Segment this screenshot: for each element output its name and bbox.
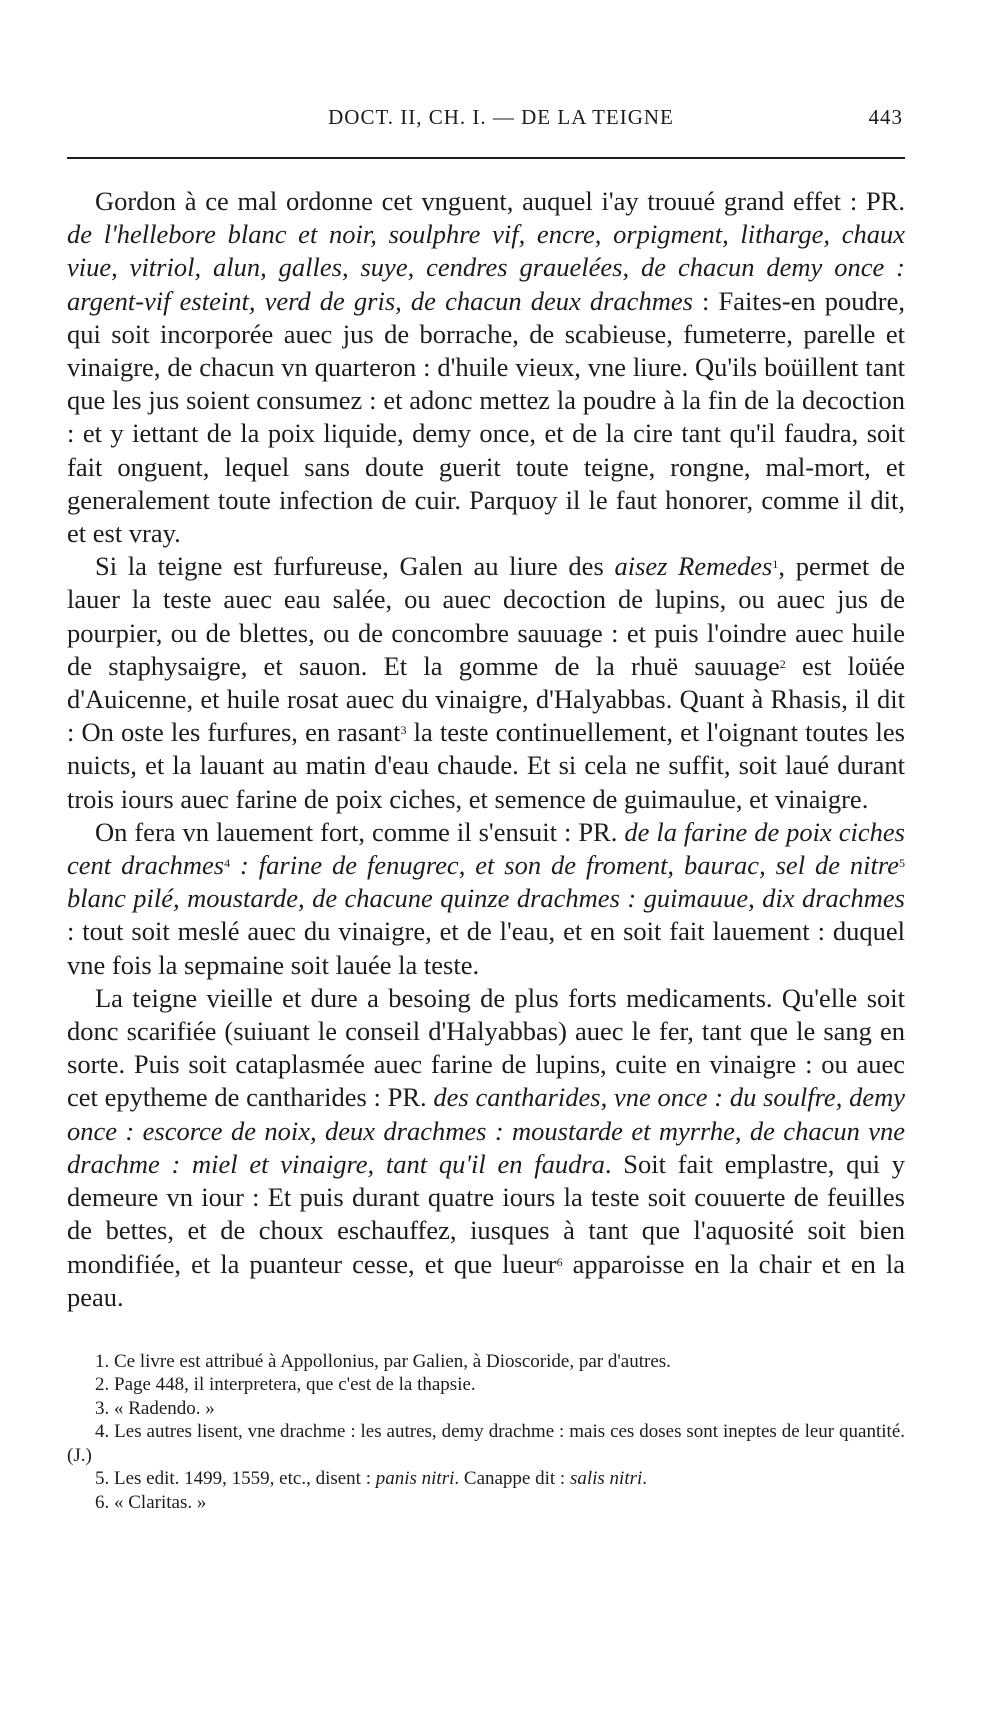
paragraph [67, 816, 905, 982]
text-run: . [642, 1468, 648, 1490]
footnote-marker: 1 [772, 557, 779, 572]
footnote-marker: 6 [556, 1254, 563, 1269]
italic-text: salis nitri [569, 1468, 643, 1490]
page-number: 443 [868, 105, 903, 129]
paragraph [67, 550, 905, 816]
text-run: 6. « Claritas. » [95, 1491, 207, 1513]
italic-text: : farine de fenugrec, et son de froment, baurac, sel de nitre [230, 850, 899, 881]
footnote-marker: 5 [899, 856, 905, 871]
text-run: : Faites-en poudre, qui soit incorporée auec jus de borrache, de scabieuse, fumeterre, parelle et vinaigre, de chacun vn quarteron : d'huile vieux, vne liure. Qu'ils boüillent tant que les jus soient consumez : et adonc mettez la poudre à la fin de la decoction : et y iettant de la poix liquide, demy once, et de la cire tant qu'il faudra, soit fait onguent, lequel sans doute guerit toute teigne, rongne, mal-mort, et generalement toute infection de cuir. Parquoy il le faut honorer, comme il dit, et est vray. [67, 285, 905, 549]
footnote [67, 1373, 905, 1397]
text-run: 2. Page 448, il interpretera, que c'est de la thapsie. [95, 1374, 476, 1396]
footnote [67, 1350, 905, 1374]
footnote-marker: 2 [779, 656, 786, 671]
text-run: 5. Les edit. 1499, 1559, etc., disent : [95, 1468, 376, 1490]
footnote-marker: 4 [224, 856, 231, 871]
text-run: On fera vn lauement fort, comme il s'ensuit : PR. [95, 816, 625, 847]
text-run: La teigne vieille et dure a besoing de plus forts medicaments. Qu'elle soit donc scarifiée (suiuant le conseil d'Halyabbas) auec le fer, tant que le sang en sorte. Puis soit cataplasmée auec farine de lupins, cuite en vinaigre : ou auec cet epytheme de cantharides : PR. [67, 982, 905, 1113]
footnote [67, 1397, 905, 1421]
paragraph [67, 982, 905, 1314]
italic-text: aisez Remedes [614, 551, 773, 582]
footnote [67, 1491, 905, 1515]
running-title: DOCT. II, CH. I. — DE LA TEIGNE [328, 105, 674, 129]
text-run: est loüée d'Auicenne, et huile rosat auec du vinaigre, d'Halyabbas. Quant à Rhasis, il dit : On oste les furfures, en rasant [67, 650, 906, 748]
text-run: Gordon à ce mal ordonne cet vnguent, auquel i'ay trouué grand effet : PR. [95, 186, 905, 216]
running-header [67, 105, 905, 145]
text-run: 1. Ce livre est attribué à Appollonius, par Galien, à Dioscoride, par d'autres. [95, 1350, 671, 1372]
paragraph [67, 185, 905, 550]
body-text [67, 185, 905, 1314]
text-run: 4. Les autres lisent, vne drachme : les autres, demy drachme : mais ces doses sont ineptes de leur quantité. (J.) [67, 1421, 905, 1466]
footnote [67, 1420, 905, 1467]
text-run: . Canappe dit : [454, 1468, 570, 1490]
footnotes [67, 1350, 905, 1515]
text-run: la teste continuellement, et l'oignant toutes les nuicts, et la lauant au matin d'eau chaude. Et si cela ne suffit, soit laué durant trois iours auec farine de poix ciches, et semence de guimaulue, et vinaigre. [67, 717, 905, 814]
text-run: , permet de lauer la teste auec eau salée, ou auec decoction de lupins, ou auec jus de pourpier, ou de blettes, ou de concombre sauuage : et puis l'oindre auec huile de staphysaigre, et sauon. Et la gomme de la rhuë sauuage [67, 551, 905, 681]
italic-text: de l'hellebore blanc et noir, soulphre vif, encre, orpigment, litharge, chaux viue, vitriol, alun, galles, suye, cendres grauelées, de chacun demy once : argent-vif esteint, verd de gris, de chacun deux drachmes [67, 219, 905, 316]
italic-text: blanc pilé, moustarde, de chacune quinze drachmes : guimauue, dix drachmes [67, 883, 905, 914]
text-run: apparoisse en la chair et en la peau. [67, 1248, 905, 1312]
text-run: : tout soit meslé auec du vinaigre, et de l'eau, et en soit fait lauement : duquel vne fois la sepmaine soit lauée la teste. [67, 916, 905, 980]
italic-text: des cantharides, vne once : du soulfre, demy once : escorce de noix, deux drachmes : moustarde et myrrhe, de chacun vne drachme : miel et vinaigre, tant qu'il en faudra [67, 1082, 905, 1179]
footnote [67, 1467, 905, 1491]
text-run: 3. « Radendo. » [95, 1397, 215, 1419]
italic-text: panis nitri [375, 1468, 455, 1490]
italic-text: de la farine de poix ciches cent drachmes [67, 816, 905, 881]
text-run: Si la teigne est furfureuse, Galen au liure des [95, 551, 615, 582]
footnote-marker: 3 [400, 723, 407, 738]
header-rule [67, 157, 905, 159]
text-run: . Soit fait emplastre, qui y demeure vn iour : Et puis durant quatre iours la teste soit couuerte de feuilles de bettes, et de choux eschauffez, iusques à tant que l'aquosité soit bien mondifiée, et la puanteur cesse, et que lueur [67, 1148, 905, 1279]
